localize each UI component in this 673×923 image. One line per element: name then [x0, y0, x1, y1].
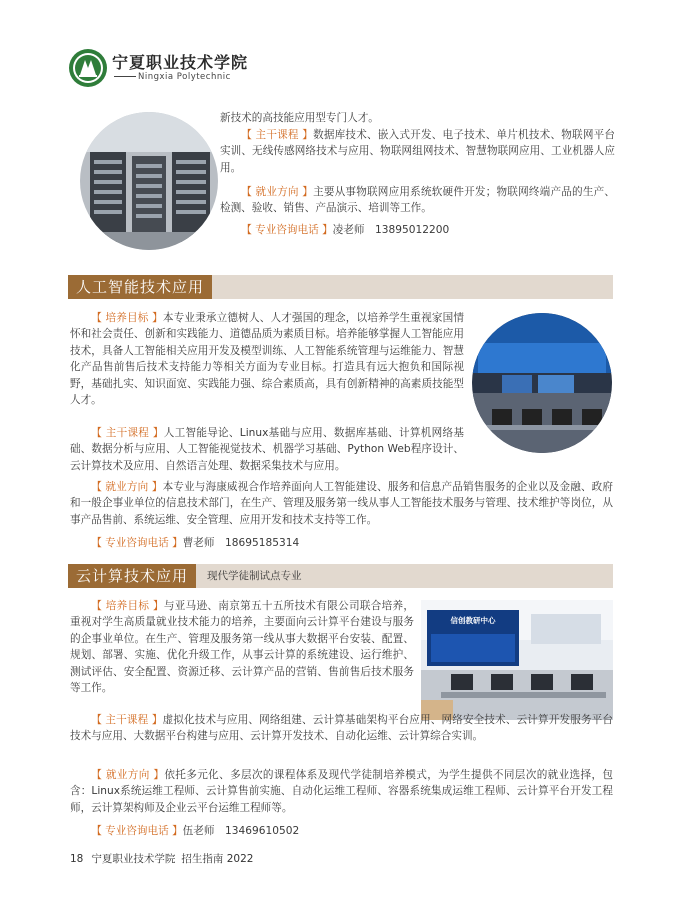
- iot-intro-tail: 新技术的高技能应用型专门人才。: [220, 112, 379, 124]
- ai-lab-photo: [472, 313, 612, 453]
- cloud-goal: 【 培养目标 】与亚马逊、南京第五十五所技术有限公司联合培养，重视对学生高质量就业技术能力的培养，主要面向云计算平台建设与服务的企事业单位。在生产、管理及服务第一线从事大数据平台安装、配置、规划、部署、实施、优化升级工作，从事云计算的系统建设、运行维护、测试评估、安全配置、资源迁移、云计算产品的营销、售前售后技术服务等工作。: [70, 600, 415, 695]
- footer-year: 2022: [226, 853, 254, 865]
- cloud-courses: 【 主干课程 】虚拟化技术与应用、网络组建、云计算基础架构平台应用、网络安全技术、云计算开发服务平台技术与应用、大数据平台构建与应用、云计算开发技术、自动化运维、云计算综合实训。: [70, 714, 614, 743]
- ai-section-header: [68, 275, 613, 299]
- page-number: 18: [70, 853, 84, 865]
- ai-contact: 【 专业咨询电话 】曹老师 18695185314: [91, 537, 300, 549]
- cloud-goal-label: 【 培养目标 】: [91, 600, 164, 612]
- ai-career-label: 【 就业方向 】: [91, 481, 163, 493]
- cloud-section-header: [68, 564, 613, 588]
- cloud-courses-label: 【 主干课程 】: [91, 714, 163, 726]
- cloud-contact: 【 专业咨询电话 】伍老师 13469610502: [91, 825, 300, 837]
- iot-career: 【 就业方向 】主要从事物联网应用系统软硬件开发；物联网终端产品的生产、检测、验收、销售、产品演示、培训等工作。: [220, 186, 616, 215]
- ai-goal-label: 【 培养目标 】: [91, 312, 163, 324]
- page-footer: [70, 851, 253, 866]
- iot-career-label: 【 就业方向 】: [241, 186, 314, 198]
- iot-courses-label: 【 主干课程 】: [241, 129, 314, 141]
- school-name-en: Ningxia Polytechnic: [114, 72, 231, 82]
- iot-lab-photo: [80, 112, 218, 250]
- cloud-section-subtitle: 现代学徒制试点专业: [207, 570, 302, 582]
- ai-career: 【 就业方向 】本专业与海康威视合作培养面向人工智能建设、服务和信息产品销售服务的企业以及金融、政府和一般企事业单位的信息技术部门，在生产、管理及服务第一线从事人工智能技术服务与管理、技术维护等岗位，从事产品售前、系统运维、安全管理、应用开发和技术支持等工作。: [70, 481, 614, 526]
- ai-contact-label: 【 专业咨询电话 】: [91, 537, 183, 549]
- cloud-contact-label: 【 专业咨询电话 】: [91, 825, 183, 837]
- iot-contact: 【 专业咨询电话 】凌老师 13895012200: [241, 224, 450, 236]
- school-name-cn: 宁夏职业技术学院: [112, 53, 249, 72]
- cloud-section-title: 云计算技术应用: [68, 564, 196, 588]
- footer-school: 宁夏职业技术学院: [91, 853, 176, 865]
- ai-goal: 【 培养目标 】本专业秉承立德树人、人才强国的理念，以培养学生重视家国情怀和社会责任、创新和实践能力、道德品质为素质目标。培养能够掌握人工智能应用技术，具备人工智能相关应用开发及模型训练、人工智能系统管理与运维能力、智慧化产品售前售后技术支持能力等相关方面为专业目标。打造具有远大抱负和国际视野，基础扎实、知识面宽、实践能力强、综合素质高，具有创新精神的高素质技能型人才。: [70, 312, 465, 407]
- cloud-career: 【 就业方向 】依托多元化、多层次的课程体系及现代学徒制培养模式，为学生提供不同层次的就业选择，包含：Linux系统运维工程师、云计算售前实施、自动化运维工程师、容器系统集成运维工程师、云计算平台开发工程师，云计算架构师及企业云平台运维工程师等。: [70, 769, 614, 814]
- school-emblem-icon: [68, 48, 108, 88]
- cloud-career-label: 【 就业方向 】: [91, 769, 165, 781]
- ai-courses: 【 主干课程 】人工智能导论、Linux基础与应用、数据库基础、计算机网络基础、数据分析与应用、人工智能视觉技术、机器学习基础、Python Web程序设计、云计算技术及应用、自然语言处理、数据采集技术与应用。: [70, 427, 465, 472]
- footer-guide: 招生指南: [181, 853, 224, 865]
- iot-courses: 【 主干课程 】数据库技术、嵌入式开发、电子技术、单片机技术、物联网平台实训、无线传感网络技术与应用、物联网组网技术、智慧物联网应用、工业机器人应用。: [220, 129, 616, 174]
- ai-section-title: 人工智能技术应用: [68, 275, 212, 299]
- cloud-lab-photo: [421, 600, 613, 720]
- iot-contact-label: 【 专业咨询电话 】: [241, 224, 333, 236]
- cloud-photo-sign: 信创教研中心: [450, 616, 496, 625]
- ai-courses-label: 【 主干课程 】: [91, 427, 164, 439]
